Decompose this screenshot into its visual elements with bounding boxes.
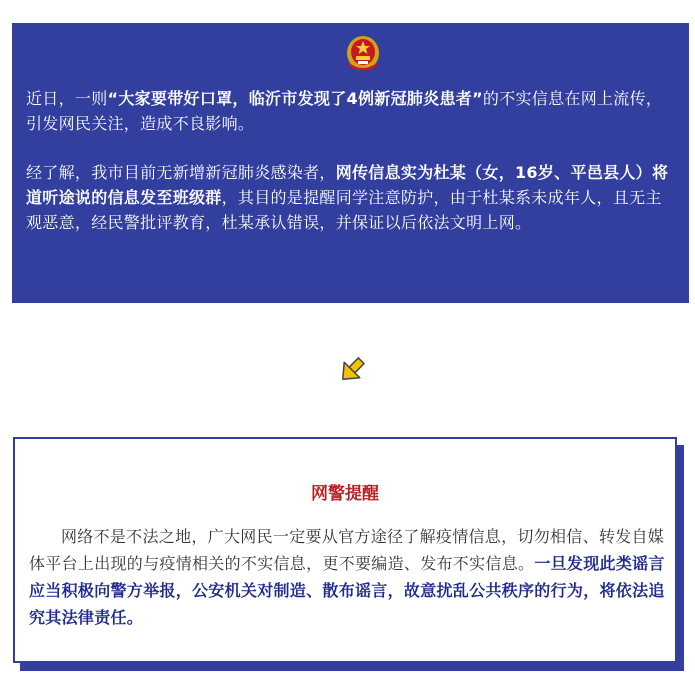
reminder-body: 网络不是不法之地，广大网民一定要从官方途径了解疫情信息，切勿相信、转发自媒体平台上出现的与疫情相关的不实信息，更不要编造、发布不实信息。一旦发现此类谣言应当积极向警方举报，公安机关对制造、散布谣言，故意扰乱公共秩序的行为，将依法追究其法律责任。: [29, 527, 665, 627]
notice-paragraph-1: 近日，一则“大家要带好口罩，临沂市发现了4例新冠肺炎患者”的不实信息在网上流传，引发网民关注，造成不良影响。: [26, 89, 663, 133]
reminder-panel: [13, 437, 677, 663]
arrow-down-right-icon: [337, 355, 367, 385]
reminder-title: 网警提醒: [311, 484, 379, 504]
reminder-warning: 一旦发现此类谣言应当积极向警方举报，公安机关对制造、散布谣言，故意扰乱公共秩序的行为，将依法追究其法律责任。: [29, 554, 665, 627]
source-explanation: 网传信息实为杜某（女，16岁、平邑县人）将道听途说的信息发至班级群: [26, 163, 669, 207]
police-emblem-icon: [345, 33, 381, 71]
notice-paragraph-2: 经了解，我市目前无新增新冠肺炎感染者，网传信息实为杜某（女，16岁、平邑县人）将道听途说的信息发至班级群，其目的是提醒同学注意防护，由于杜某系未成年人，且无主观恶意，经民警批评教育，杜某承认错误，并保证以后依法文明上网。: [26, 163, 669, 232]
notice-panel: [12, 23, 689, 303]
rumor-quote: “大家要带好口罩，临沂市发现了4例新冠肺炎患者”: [107, 89, 483, 108]
